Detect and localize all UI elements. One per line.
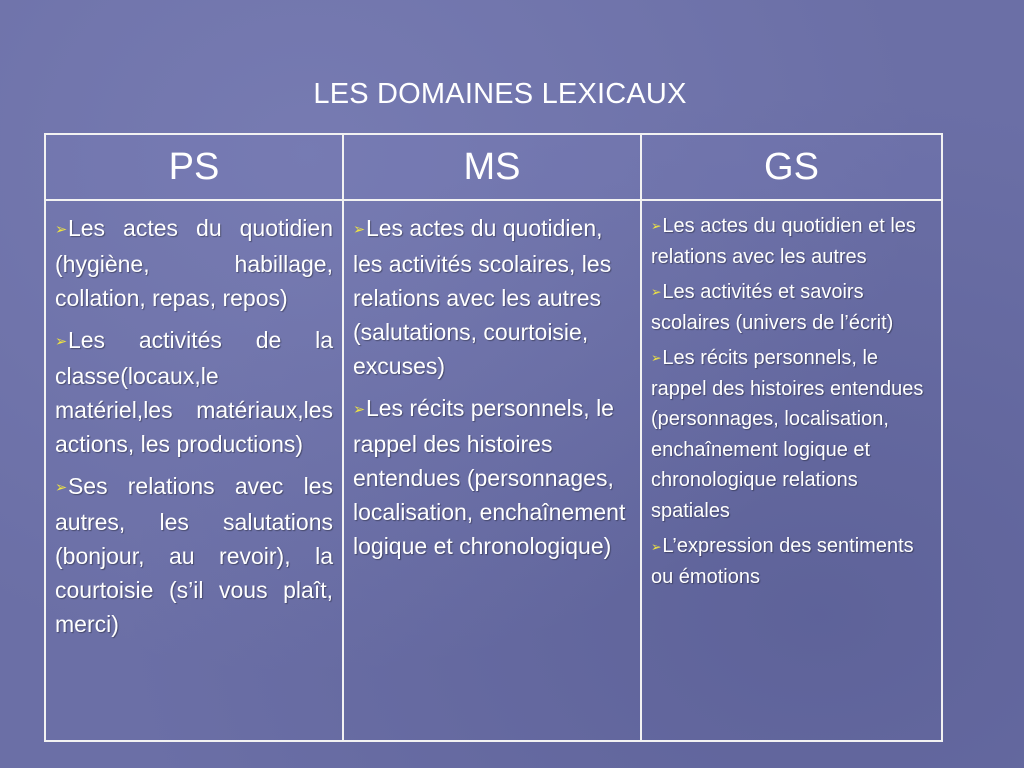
list-item (651, 211, 932, 272)
header-gs: GS (641, 134, 942, 200)
list-item (55, 211, 333, 315)
item-text: L’expression des sentiments ou émotions (651, 535, 914, 589)
arrow-bullet-icon: ➢ (353, 401, 365, 418)
arrow-bullet-icon: ➢ (55, 479, 67, 496)
column-ps (45, 200, 343, 741)
item-text: Les récits personnels, le rappel des histoires entendues (personnages, localisation, enchaînement logique et chronologique) (353, 394, 626, 559)
list-item (651, 343, 932, 526)
column-ms (343, 200, 641, 741)
list-item (353, 211, 631, 383)
list-item (353, 391, 631, 563)
list-item (55, 469, 333, 641)
header-ms: MS (343, 134, 641, 200)
arrow-bullet-icon: ➢ (651, 539, 662, 554)
item-text: Les activités de la classe(locaux,le matériel,les matériaux,les actions, les productions) (55, 326, 333, 457)
item-text: Les actes du quotidien (hygiène, habillage, collation, repas, repos) (55, 215, 333, 311)
item-text: Les activités et savoirs scolaires (univers de l’écrit) (651, 281, 894, 334)
item-text: Ses relations avec les autres, les salutations (bonjour, au revoir), la courtoisie (s’il vous plaît, merci) (55, 472, 333, 637)
header-ps: PS (45, 134, 343, 200)
arrow-bullet-icon: ➢ (55, 221, 67, 238)
table-content-row (45, 200, 942, 741)
item-text: Les actes du quotidien et les relations avec les autres (651, 215, 916, 268)
column-gs (641, 200, 942, 741)
table-header-row (45, 134, 942, 200)
list-item (55, 323, 333, 461)
arrow-bullet-icon: ➢ (353, 221, 365, 238)
arrow-bullet-icon: ➢ (651, 351, 662, 366)
item-text: Les actes du quotidien, les activités scolaires, les relations avec les autres (salutations, courtoisie, excuses) (353, 215, 612, 379)
lexical-domains-table (44, 133, 943, 742)
item-text: Les récits personnels, le rappel des histoires entendues (personnages, localisation, enchaînement logique et chronologique relations spatiales (651, 347, 924, 522)
slide-title: LES DOMAINES LEXICAUX (313, 78, 687, 110)
arrow-bullet-icon: ➢ (55, 333, 67, 350)
list-item (651, 531, 932, 592)
arrow-bullet-icon: ➢ (651, 219, 662, 234)
list-item (651, 277, 932, 338)
arrow-bullet-icon: ➢ (651, 285, 662, 300)
